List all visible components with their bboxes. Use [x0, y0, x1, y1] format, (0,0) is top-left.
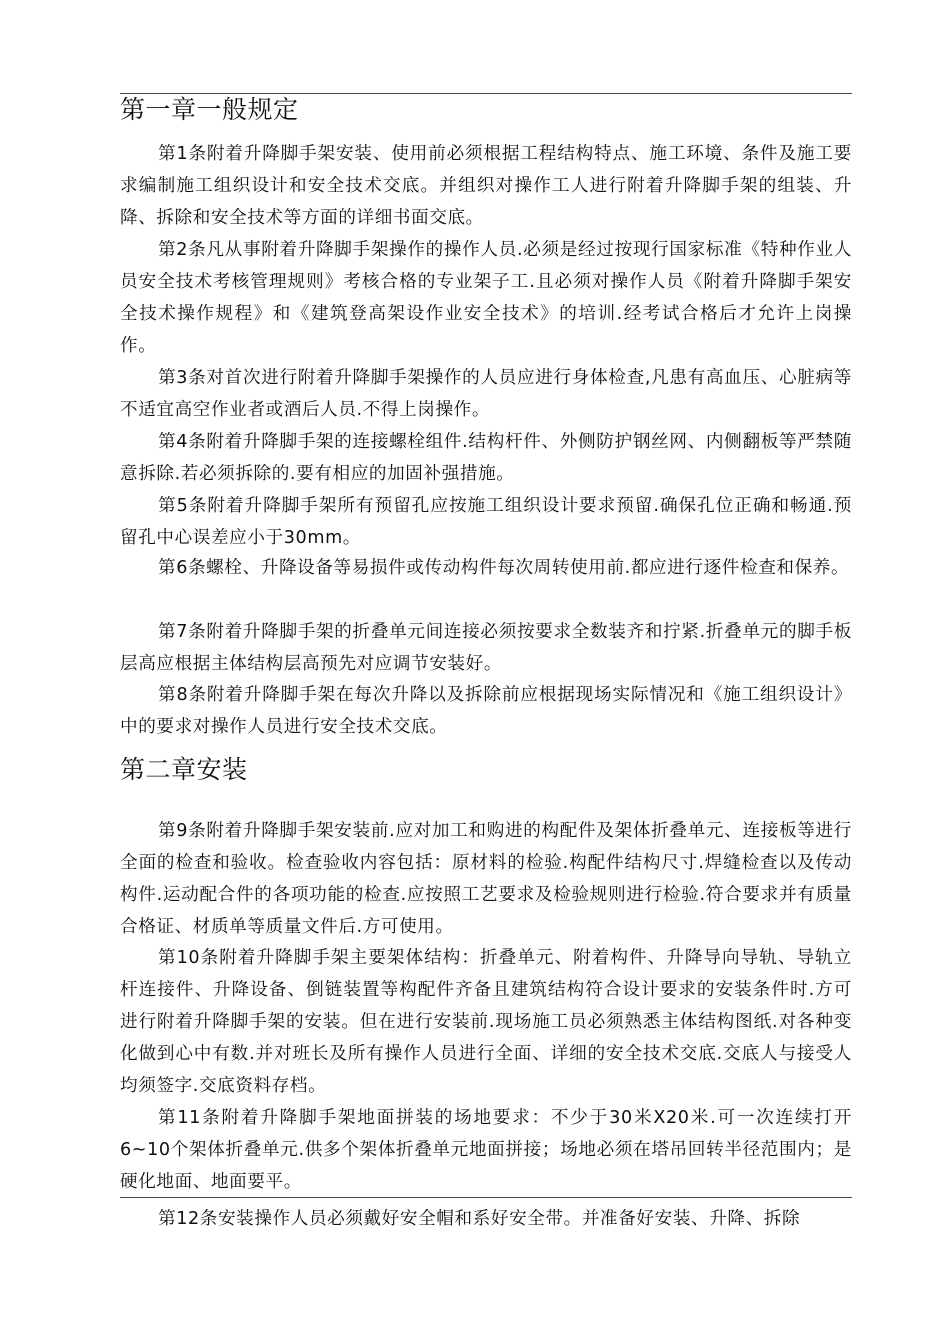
- article-3: 第3条对首次进行附着升降脚手架操作的人员应进行身体检查,凡患有高血压、心脏病等不适宜高空作业者或酒后人员.不得上岗操作。: [120, 368, 852, 420]
- article-9: 第9条附着升降脚手架安装前.应对加工和购进的构配件及架体折叠单元、连接板等进行全面的检查和验收。检查验收内容包括：原材料的检验.构配件结构尺寸.焊缝检查以及传动构件.运动配合件的各项功能的检查.应按照工艺要求及检验规则进行检验.符合要求并有质量合格证、材质单等质量文件后.方可使用。: [120, 821, 852, 937]
- article-7: 第7条附着升降脚手架的折叠单元间连接必须按要求全数装齐和拧紧.折叠单元的脚手板层高应根据主体结构层高预先对应调节安装好。: [120, 622, 852, 674]
- article-1: 第1条附着升降脚手架安装、使用前必须根据工程结构特点、施工环境、条件及施工要求编制施工组织设计和安全技术交底。并组织对操作工人进行附着升降脚手架的组装、升降、拆除和安全技术等方面的详细书面交底。: [120, 144, 852, 228]
- chapter-2-title: 第二章安装: [120, 755, 248, 784]
- article-5: 第5条附着升降脚手架所有预留孔应按施工组织设计要求预留.确保孔位正确和畅通.预留孔中心误差应小于30mm。: [120, 496, 852, 548]
- bottom-rule: [120, 1197, 852, 1198]
- article-10: 第10条附着升降脚手架主要架体结构：折叠单元、附着构件、升降导向导轨、导轨立杆连接件、升降设备、倒链装置等构配件齐备且建筑结构符合设计要求的安装条件时.方可进行附着升降脚手架的安装。但在进行安装前.现场施工员必须熟悉主体结构图纸.对各种变化做到心中有数.并对班长及所有操作人员进行全面、详细的安全技术交底.交底人与接受人均须签字.交底资料存档。: [120, 948, 852, 1096]
- article-2: 第2条凡从事附着升降脚手架操作的操作人员.必须是经过按现行国家标准《特种作业人员安全技术考核管理规则》考核合格的专业架子工.且必须对操作人员《附着升降脚手架安全技术操作规程》和《建筑登高架设作业安全技术》的培训.经考试合格后才允许上岗操作。: [120, 240, 852, 356]
- article-8: 第8条附着升降脚手架在每次升降以及拆除前应根据现场实际情况和《施工组织设计》中的要求对操作人员进行安全技术交底。: [120, 685, 852, 737]
- article-11: 第11条附着升降脚手架地面拼装的场地要求：不少于30米X20米.可一次连续打开6~10个架体折叠单元.供多个架体折叠单元地面拼接；场地必须在塔吊回转半径范围内；是硬化地面、地面要平。: [120, 1108, 852, 1192]
- article-6: 第6条螺栓、升降设备等易损件或传动构件每次周转使用前.都应进行逐件检查和保养。: [158, 558, 850, 578]
- chapter-1-title: 第一章一般规定: [120, 95, 299, 124]
- article-4: 第4条附着升降脚手架的连接螺栓组件.结构杆件、外侧防护钢丝网、内侧翻板等严禁随意拆除.若必须拆除的.要有相应的加固补强措施。: [120, 432, 852, 484]
- article-12: 第12条安装操作人员必须戴好安全帽和系好安全带。并准备好安装、升降、拆除: [158, 1209, 801, 1229]
